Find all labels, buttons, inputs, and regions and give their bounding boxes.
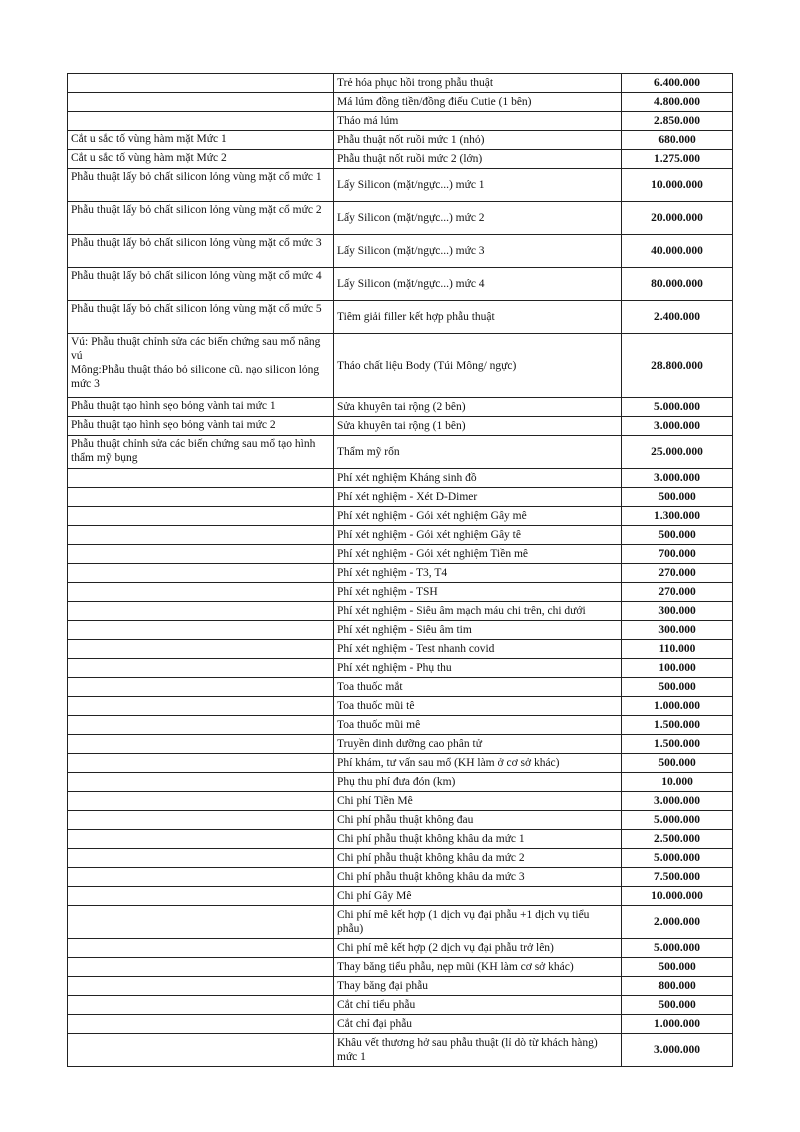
price-cell-text: 3.000.000	[654, 795, 700, 807]
table-row	[68, 334, 733, 398]
service-name-cell-text: Toa thuốc mũi mê	[337, 719, 421, 731]
table-row	[68, 735, 733, 754]
price-cell	[622, 977, 733, 996]
service-name-cell	[334, 640, 622, 659]
price-cell	[622, 868, 733, 887]
service-name-cell	[334, 131, 622, 150]
table-row	[68, 169, 733, 202]
price-cell	[622, 697, 733, 716]
price-cell	[622, 583, 733, 602]
price-cell-text: 680.000	[658, 134, 696, 146]
price-cell-text: 500.000	[658, 529, 696, 541]
table-row	[68, 583, 733, 602]
service-name-cell-text: Phí khám, tư vấn sau mổ (KH làm ở cơ sở khác)	[337, 757, 560, 769]
service-name-cell	[334, 659, 622, 678]
table-row	[68, 235, 733, 268]
table-row	[68, 906, 733, 939]
table-row	[68, 1034, 733, 1067]
service-group-cell	[68, 268, 334, 301]
price-cell-text: 5.000.000	[654, 814, 700, 826]
price-cell	[622, 488, 733, 507]
service-group-cell	[68, 169, 334, 202]
table-row	[68, 436, 733, 469]
service-name-cell	[334, 169, 622, 202]
service-group-cell-text: Phẫu thuật chỉnh sửa các biến chứng sau mổ tạo hình thẩm mỹ bụng	[71, 438, 316, 464]
price-cell	[622, 716, 733, 735]
service-name-cell-text: Toa thuốc mũi tê	[337, 700, 415, 712]
service-group-cell-text: Vú: Phẫu thuật chỉnh sửa các biến chứng sau mổ nâng vú Mông:Phẫu thuật tháo bỏ silicone cũ. nạo silicon lỏng mức 3	[71, 336, 321, 390]
service-name-cell	[334, 773, 622, 792]
service-group-cell	[68, 1015, 334, 1034]
service-name-cell	[334, 150, 622, 169]
table-row	[68, 773, 733, 792]
service-name-cell	[334, 697, 622, 716]
service-group-cell	[68, 235, 334, 268]
service-group-cell	[68, 868, 334, 887]
price-table-body	[68, 74, 733, 1067]
service-name-cell-text: Má lúm đồng tiền/đồng điếu Cutie (1 bên)	[337, 96, 532, 108]
service-name-cell-text: Chi phí phẫu thuật không khâu da mức 2	[337, 852, 525, 864]
price-cell-text: 110.000	[658, 643, 696, 655]
service-group-cell	[68, 564, 334, 583]
service-name-cell-text: Phí xét nghiệm - Gói xét nghiệm Tiền mê	[337, 548, 529, 560]
table-row	[68, 131, 733, 150]
service-group-cell	[68, 436, 334, 469]
price-cell	[622, 996, 733, 1015]
service-group-cell	[68, 334, 334, 398]
price-cell	[622, 93, 733, 112]
price-table	[67, 73, 733, 1067]
service-name-cell	[334, 868, 622, 887]
service-name-cell-text: Chi phí Tiền Mê	[337, 795, 413, 807]
service-name-cell	[334, 334, 622, 398]
table-row	[68, 621, 733, 640]
service-name-cell-text: Phí xét nghiệm - Siêu âm mạch máu chi trên, chi dưới	[337, 605, 586, 617]
price-cell-text: 500.000	[658, 681, 696, 693]
table-row	[68, 939, 733, 958]
price-cell-text: 28.800.000	[651, 359, 703, 372]
service-name-cell	[334, 958, 622, 977]
price-cell	[622, 602, 733, 621]
service-name-cell-text: Phí xét nghiệm - Gói xét nghiệm Gây tê	[337, 529, 521, 541]
service-group-cell	[68, 74, 334, 93]
price-cell	[622, 235, 733, 268]
table-row	[68, 659, 733, 678]
service-group-cell	[68, 659, 334, 678]
service-group-cell-text: Phẫu thuật lấy bỏ chất silicon lỏng vùng mặt cổ mức 2	[71, 204, 322, 216]
service-group-cell	[68, 112, 334, 131]
service-group-cell	[68, 93, 334, 112]
price-cell-text: 5.000.000	[654, 852, 700, 864]
price-cell-text: 1.500.000	[654, 738, 700, 750]
price-cell-text: 1.275.000	[654, 153, 700, 165]
service-group-cell	[68, 202, 334, 235]
service-name-cell	[334, 716, 622, 735]
price-cell-text: 800.000	[658, 980, 696, 992]
service-group-cell	[68, 150, 334, 169]
service-name-cell-text: Sửa khuyên tai rộng (2 bên)	[337, 401, 466, 413]
price-cell	[622, 202, 733, 235]
service-name-cell-text: Chi phí mê kết hợp (2 dịch vụ đại phẫu trở lên)	[337, 942, 554, 954]
price-cell	[622, 830, 733, 849]
service-name-cell-text: Phí xét nghiệm - T3, T4	[337, 567, 448, 579]
price-cell	[622, 811, 733, 830]
price-cell-text: 270.000	[658, 567, 696, 579]
price-cell	[622, 74, 733, 93]
service-name-cell	[334, 735, 622, 754]
service-group-cell	[68, 754, 334, 773]
price-cell-text: 25.000.000	[651, 446, 703, 458]
service-name-cell-text: Toa thuốc mắt	[337, 681, 403, 693]
table-row	[68, 1015, 733, 1034]
table-row	[68, 150, 733, 169]
table-row	[68, 716, 733, 735]
price-cell-text: 5.000.000	[654, 401, 700, 413]
service-name-cell	[334, 939, 622, 958]
price-cell-text: 1.000.000	[654, 700, 700, 712]
service-name-cell-text: Phẫu thuật nốt ruồi mức 2 (lớn)	[337, 153, 483, 165]
service-group-cell	[68, 773, 334, 792]
table-row	[68, 849, 733, 868]
service-name-cell	[334, 906, 622, 939]
price-cell	[622, 906, 733, 939]
price-cell-text: 2.400.000	[654, 311, 700, 323]
table-row	[68, 545, 733, 564]
service-group-cell	[68, 830, 334, 849]
service-name-cell	[334, 436, 622, 469]
price-cell-text: 10.000.000	[651, 890, 703, 902]
price-cell-text: 500.000	[658, 999, 696, 1011]
service-name-cell	[334, 678, 622, 697]
table-row	[68, 958, 733, 977]
service-name-cell	[334, 93, 622, 112]
service-name-cell	[334, 849, 622, 868]
service-name-cell	[334, 1034, 622, 1067]
service-name-cell	[334, 887, 622, 906]
price-cell	[622, 773, 733, 792]
price-cell	[622, 169, 733, 202]
service-name-cell-text: Chi phí Gây Mê	[337, 890, 412, 902]
price-cell	[622, 1034, 733, 1067]
service-name-cell-text: Tháo má lúm	[337, 115, 399, 127]
service-name-cell-text: Phí xét nghiệm - Gói xét nghiệm Gây mê	[337, 510, 527, 522]
price-cell-text: 5.000.000	[654, 942, 700, 954]
price-cell	[622, 678, 733, 697]
table-row	[68, 678, 733, 697]
service-name-cell	[334, 545, 622, 564]
table-row	[68, 830, 733, 849]
service-name-cell-text: Chi phí phẫu thuật không đau	[337, 814, 474, 826]
price-cell	[622, 112, 733, 131]
service-group-cell	[68, 906, 334, 939]
service-name-cell-text: Tiêm giải filler kết hợp phẫu thuật	[337, 311, 495, 323]
table-row	[68, 507, 733, 526]
table-row	[68, 697, 733, 716]
service-name-cell	[334, 583, 622, 602]
price-cell	[622, 507, 733, 526]
table-row	[68, 996, 733, 1015]
service-name-cell	[334, 1015, 622, 1034]
table-row	[68, 977, 733, 996]
price-cell-text: 80.000.000	[651, 278, 703, 290]
service-group-cell	[68, 792, 334, 811]
price-cell	[622, 564, 733, 583]
price-cell-text: 20.000.000	[651, 212, 703, 224]
table-row	[68, 564, 733, 583]
service-group-cell	[68, 735, 334, 754]
service-name-cell	[334, 268, 622, 301]
service-name-cell-text: Phí xét nghiệm - Phụ thu	[337, 662, 452, 674]
service-group-cell-text: Cắt u sắc tố vùng hàm mặt Mức 2	[71, 152, 227, 164]
service-group-cell-text: Phẫu thuật lấy bỏ chất silicon lỏng vùng mặt cổ mức 3	[71, 237, 322, 249]
service-name-cell-text: Chi phí mê kết hợp (1 dịch vụ đại phẫu +1 dịch vụ tiểu phẫu)	[337, 909, 590, 935]
price-cell	[622, 301, 733, 334]
service-name-cell-text: Phụ thu phí đưa đón (km)	[337, 776, 456, 788]
service-group-cell-text: Phẫu thuật tạo hình sẹo bỏng vành tai mức 1	[71, 400, 276, 412]
service-name-cell-text: Lấy Silicon (mặt/ngực...) mức 3	[337, 245, 485, 257]
price-cell-text: 3.000.000	[654, 420, 700, 432]
service-group-cell	[68, 301, 334, 334]
service-group-cell	[68, 977, 334, 996]
price-cell	[622, 849, 733, 868]
service-group-cell	[68, 583, 334, 602]
service-group-cell-text: Phẫu thuật lấy bỏ chất silicon lỏng vùng mặt cổ mức 4	[71, 270, 322, 282]
table-row	[68, 602, 733, 621]
price-cell-text: 3.000.000	[654, 472, 700, 484]
service-group-cell	[68, 417, 334, 436]
price-cell-text: 300.000	[658, 605, 696, 617]
table-row	[68, 811, 733, 830]
service-name-cell-text: Thẩm mỹ rốn	[337, 446, 400, 458]
table-row	[68, 887, 733, 906]
table-row	[68, 526, 733, 545]
service-group-cell	[68, 526, 334, 545]
service-name-cell-text: Thay băng đại phẫu	[337, 980, 429, 992]
table-row	[68, 112, 733, 131]
table-row	[68, 268, 733, 301]
price-cell-text: 500.000	[658, 961, 696, 973]
service-name-cell-text: Phí xét nghiệm - Xét D-Dimer	[337, 491, 478, 503]
price-cell	[622, 754, 733, 773]
price-cell	[622, 436, 733, 469]
service-name-cell	[334, 977, 622, 996]
price-cell	[622, 398, 733, 417]
price-cell	[622, 887, 733, 906]
service-group-cell	[68, 678, 334, 697]
service-name-cell	[334, 469, 622, 488]
price-cell	[622, 545, 733, 564]
service-name-cell-text: Phí xét nghiệm - Test nhanh covid	[337, 643, 495, 655]
service-name-cell	[334, 830, 622, 849]
price-cell-text: 3.000.000	[654, 1044, 700, 1056]
service-group-cell-text: Phẫu thuật tạo hình sẹo bỏng vành tai mức 2	[71, 419, 276, 431]
service-name-cell-text: Lấy Silicon (mặt/ngực...) mức 2	[337, 212, 485, 224]
service-name-cell	[334, 301, 622, 334]
service-name-cell-text: Phí xét nghiệm - TSH	[337, 586, 438, 598]
table-row	[68, 754, 733, 773]
price-cell	[622, 417, 733, 436]
service-name-cell	[334, 74, 622, 93]
service-name-cell	[334, 564, 622, 583]
price-cell	[622, 640, 733, 659]
table-row	[68, 202, 733, 235]
table-row	[68, 93, 733, 112]
table-row	[68, 74, 733, 93]
service-name-cell	[334, 507, 622, 526]
service-group-cell	[68, 469, 334, 488]
service-name-cell	[334, 488, 622, 507]
service-group-cell	[68, 488, 334, 507]
price-cell-text: 500.000	[658, 757, 696, 769]
price-cell	[622, 150, 733, 169]
service-name-cell	[334, 398, 622, 417]
price-cell	[622, 792, 733, 811]
service-group-cell	[68, 640, 334, 659]
price-cell-text: 100.000	[658, 662, 696, 674]
table-row	[68, 417, 733, 436]
price-cell-text: 2.000.000	[654, 916, 700, 928]
service-name-cell-text: Thay băng tiểu phẫu, nẹp mũi (KH làm cơ sở khác)	[337, 961, 574, 973]
service-name-cell-text: Phí xét nghiệm Kháng sinh đồ	[337, 472, 477, 484]
price-cell-text: 1.300.000	[654, 510, 700, 522]
service-group-cell	[68, 849, 334, 868]
service-name-cell	[334, 526, 622, 545]
service-name-cell-text: Chi phí phẫu thuật không khâu da mức 3	[337, 871, 525, 883]
table-row	[68, 469, 733, 488]
service-name-cell	[334, 754, 622, 773]
service-name-cell	[334, 792, 622, 811]
service-group-cell-text: Cắt u sắc tố vùng hàm mặt Mức 1	[71, 133, 227, 145]
price-cell	[622, 268, 733, 301]
price-cell-text: 6.400.000	[654, 77, 700, 89]
price-cell	[622, 334, 733, 398]
service-name-cell-text: Lấy Silicon (mặt/ngực...) mức 1	[337, 179, 485, 191]
service-name-cell-text: Tháo chất liệu Body (Túi Mông/ ngực)	[337, 359, 517, 372]
price-cell-text: 500.000	[658, 491, 696, 503]
service-name-cell	[334, 602, 622, 621]
price-cell-text: 270.000	[658, 586, 696, 598]
service-group-cell-text: Phẫu thuật lấy bỏ chất silicon lỏng vùng mặt cổ mức 1	[71, 171, 322, 183]
service-group-cell	[68, 545, 334, 564]
service-name-cell-text: Truyền dinh dưỡng cao phân tử	[337, 738, 482, 750]
service-name-cell-text: Khâu vết thương hở sau phẫu thuật (lỉ dò từ khách hàng) mức 1	[337, 1037, 598, 1063]
price-cell-text: 2.500.000	[654, 833, 700, 845]
price-cell	[622, 621, 733, 640]
price-cell-text: 700.000	[658, 548, 696, 560]
price-cell-text: 1.000.000	[654, 1018, 700, 1030]
service-name-cell	[334, 235, 622, 268]
price-cell-text: 2.850.000	[654, 115, 700, 127]
service-group-cell	[68, 602, 334, 621]
service-group-cell	[68, 716, 334, 735]
service-group-cell-text: Phẫu thuật lấy bỏ chất silicon lỏng vùng mặt cổ mức 5	[71, 303, 322, 315]
service-name-cell-text: Cắt chỉ đại phẫu	[337, 1018, 413, 1030]
service-name-cell-text: Sửa khuyên tai rộng (1 bên)	[337, 420, 466, 432]
price-cell	[622, 659, 733, 678]
price-cell-text: 40.000.000	[651, 245, 703, 257]
service-name-cell	[334, 621, 622, 640]
table-row	[68, 868, 733, 887]
service-name-cell	[334, 202, 622, 235]
service-group-cell	[68, 1034, 334, 1067]
table-row	[68, 792, 733, 811]
service-group-cell	[68, 131, 334, 150]
price-cell	[622, 735, 733, 754]
service-group-cell	[68, 621, 334, 640]
price-cell	[622, 526, 733, 545]
service-group-cell	[68, 958, 334, 977]
service-name-cell-text: Lấy Silicon (mặt/ngực...) mức 4	[337, 278, 485, 290]
price-cell	[622, 469, 733, 488]
service-name-cell-text: Chi phí phẫu thuật không khâu da mức 1	[337, 833, 525, 845]
service-name-cell	[334, 112, 622, 131]
price-cell	[622, 1015, 733, 1034]
service-group-cell	[68, 811, 334, 830]
price-cell-text: 4.800.000	[654, 96, 700, 108]
service-name-cell-text: Trẻ hóa phục hồi trong phẫu thuật	[337, 77, 494, 89]
service-group-cell	[68, 507, 334, 526]
service-name-cell	[334, 996, 622, 1015]
table-row	[68, 488, 733, 507]
table-row	[68, 398, 733, 417]
service-name-cell	[334, 417, 622, 436]
price-cell-text: 300.000	[658, 624, 696, 636]
price-cell	[622, 939, 733, 958]
table-row	[68, 301, 733, 334]
price-cell	[622, 958, 733, 977]
price-cell-text: 7.500.000	[654, 871, 700, 883]
service-group-cell	[68, 939, 334, 958]
service-group-cell	[68, 697, 334, 716]
service-name-cell-text: Phẫu thuật nốt ruồi mức 1 (nhỏ)	[337, 134, 485, 146]
table-row	[68, 640, 733, 659]
price-cell	[622, 131, 733, 150]
price-cell-text: 1.500.000	[654, 719, 700, 731]
service-name-cell	[334, 811, 622, 830]
price-cell-text: 10.000	[661, 776, 693, 788]
service-group-cell	[68, 996, 334, 1015]
price-cell-text: 10.000.000	[651, 179, 703, 191]
service-group-cell	[68, 398, 334, 417]
service-name-cell-text: Phí xét nghiệm - Siêu âm tim	[337, 624, 472, 636]
service-group-cell	[68, 887, 334, 906]
service-name-cell-text: Cắt chỉ tiểu phẫu	[337, 999, 416, 1011]
